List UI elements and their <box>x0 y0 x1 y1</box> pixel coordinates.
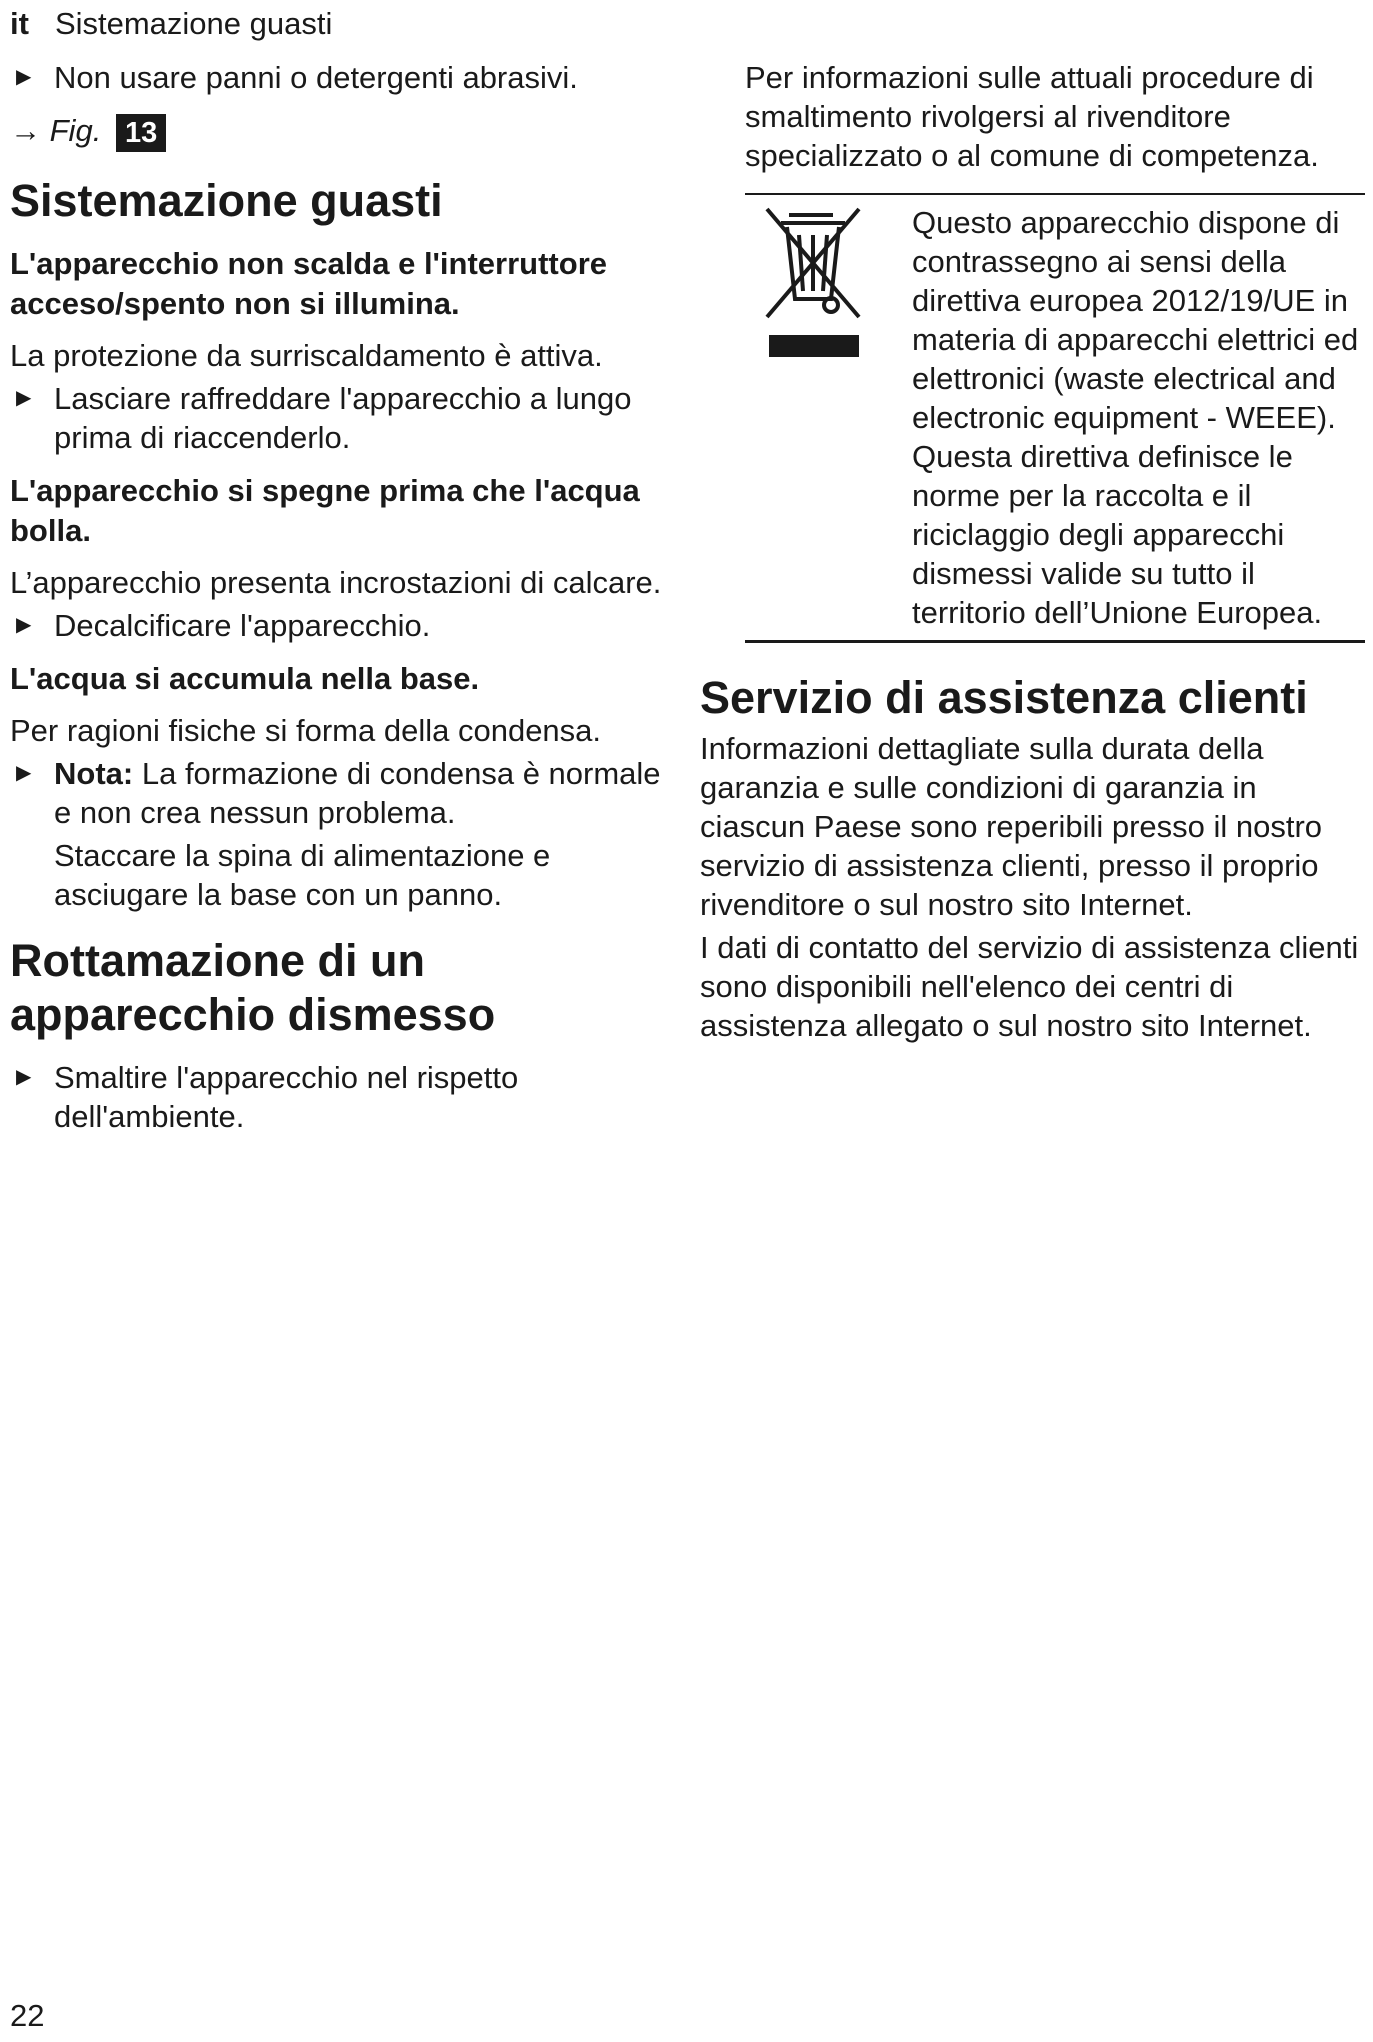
step-text: Lasciare raffreddare l'apparecchio a lungo prima di riaccenderlo. <box>54 380 632 455</box>
weee-notice <box>745 193 1365 643</box>
note-label: Nota: <box>54 755 134 791</box>
service-paragraph: I dati di contatto del servizio di assistenza clienti sono disponibili nell'elenco dei centri di assistenza allegato o sul nostro sito Internet. <box>700 930 1359 1043</box>
left-column <box>10 58 675 1150</box>
header-section-title: Sistemazione guasti <box>54 6 333 41</box>
arrow-right-icon: → <box>10 113 41 148</box>
issue-heading: L'acqua si accumula nella base. <box>10 660 480 696</box>
right-column <box>700 58 1365 1059</box>
issue-remedy <box>10 379 675 457</box>
issue-cause: Per ragioni fisiche si forma della condensa. <box>10 712 602 748</box>
service-paragraph: Informazioni dettagliate sulla durata della garanzia e sulle condizioni di garanzia in ciascun Paese sono reperibili presso il nostro servizio di assistenza clienti, presso il proprio rivenditore o sul nostro sito Internet. <box>700 731 1323 922</box>
troubleshooting-title: Sistemazione guasti <box>10 174 443 226</box>
figure-label: Fig. <box>49 113 102 148</box>
step-bullet-icon: ▶ <box>16 386 32 409</box>
weee-paragraph: Questo apparecchio dispone di contrassegno ai sensi della direttiva europea 2012/19/UE in materia di apparecchi elettrici ed elettronici (waste electrical and electronic equipment - WEEE). <box>912 205 1359 435</box>
figure-reference <box>10 111 675 152</box>
disposal-info: Per informazioni sulle attuali procedure di smaltimento rivolgersi al rivenditore specializzato o al comune di competenza. <box>745 60 1319 173</box>
step-text: Decalcificare l'apparecchio. <box>54 607 431 643</box>
step-text: Non usare panni o detergenti abrasivi. <box>54 60 578 95</box>
language-code: it <box>10 6 29 41</box>
step-text: Smaltire l'apparecchio nel rispetto dell'ambiente. <box>54 1059 519 1134</box>
weee-text <box>912 203 1365 632</box>
page-number: 22 <box>10 1998 45 2033</box>
issue-remedy-extra: Staccare la spina di alimentazione e asciugare la base con un panno. <box>54 837 551 912</box>
figure-number-badge: 13 <box>116 114 166 152</box>
step-bullet-icon: ▶ <box>16 1065 32 1088</box>
issue-heading: L'apparecchio si spegne prima che l'acqua bolla. <box>10 472 640 548</box>
service-title: Servizio di assistenza clienti <box>700 672 1308 723</box>
note-text: La formazione di condensa è normale e non crea nessun problema. <box>54 755 661 830</box>
issue-note <box>10 754 675 832</box>
disposal-step <box>10 1058 675 1136</box>
crossed-out-wheelie-bin-icon <box>759 201 867 361</box>
cleaning-step <box>10 58 675 97</box>
issue-heading: L'apparecchio non scalda e l'interruttore acceso/spento non si illumina. <box>10 245 607 321</box>
weee-paragraph: Questa direttiva definisce le norme per la raccolta e il riciclaggio degli apparecchi dismessi valide su tutto il territorio dell’Unione Europea. <box>912 439 1323 630</box>
issue-remedy <box>10 606 675 645</box>
disposal-title: Rottamazione di un apparecchio dismesso <box>10 934 496 1040</box>
step-bullet-icon: ▶ <box>16 761 32 784</box>
issue-cause: L’apparecchio presenta incrostazioni di calcare. <box>10 564 662 600</box>
issue-cause: La protezione da surriscaldamento è attiva. <box>10 337 603 373</box>
running-header <box>10 4 332 44</box>
step-bullet-icon: ▶ <box>16 613 32 636</box>
step-bullet-icon: ▶ <box>16 66 32 88</box>
